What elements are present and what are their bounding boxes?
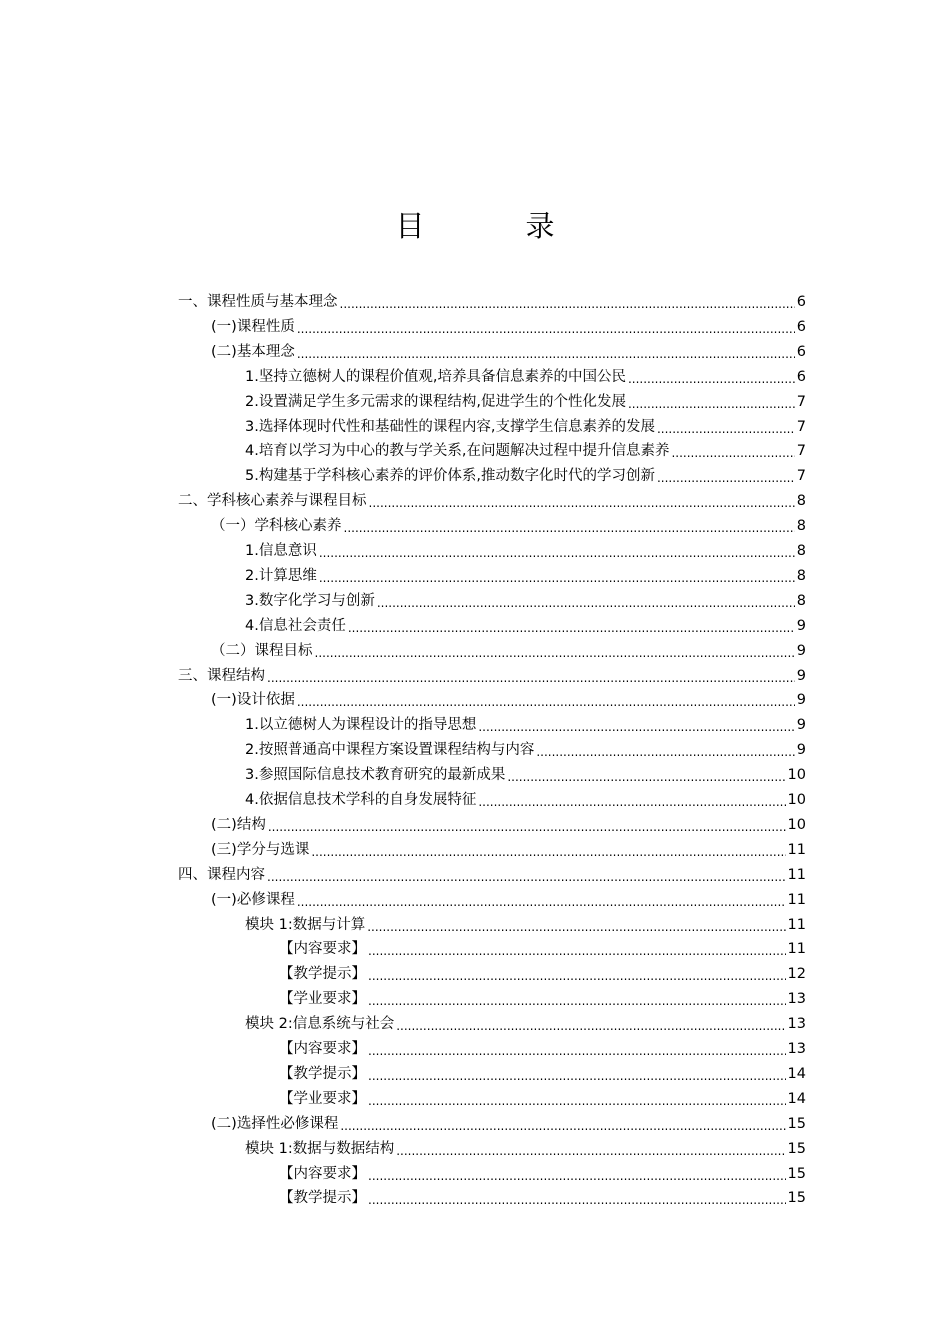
toc-entry-page-number: 6 [796, 343, 806, 360]
toc-leader-dots [340, 290, 795, 315]
toc-entry-label: (三)学分与选课 [211, 841, 310, 858]
toc-entry[interactable] [211, 1112, 806, 1137]
toc-leader-dots [507, 763, 785, 788]
toc-entry-page-number: 15 [787, 1165, 806, 1182]
toc-leader-dots [348, 614, 795, 639]
toc-entry[interactable] [245, 763, 806, 788]
toc-entry[interactable] [279, 1087, 806, 1112]
toc-entry-label: 【教学提示】 [279, 1065, 366, 1082]
toc-entry-label: 模块 1:数据与数据结构 [245, 1140, 395, 1157]
toc-entry[interactable] [211, 813, 806, 838]
toc-entry-label: 四、课程内容 [178, 866, 265, 883]
toc-leader-dots [367, 913, 785, 938]
toc-entry-label: 4.依据信息技术学科的自身发展特征 [245, 792, 477, 808]
toc-entry-label: 1.坚持立德树人的课程价值观,培养具备信息素养的中国公民 [245, 368, 626, 385]
toc-leader-dots [368, 937, 786, 962]
toc-entry[interactable] [245, 738, 806, 763]
toc-entry[interactable] [245, 415, 806, 440]
toc-entry[interactable] [178, 290, 806, 315]
toc-leader-dots [657, 415, 795, 440]
toc-entry[interactable] [211, 514, 806, 539]
toc-entry[interactable] [245, 713, 806, 738]
toc-entry-label: 一、课程性质与基本理念 [178, 294, 338, 310]
toc-leader-dots [478, 788, 785, 813]
toc-entry-label: (二)选择性必修课程 [211, 1115, 339, 1132]
toc-entry[interactable] [178, 664, 806, 689]
toc-entry-page-number: 9 [796, 617, 806, 634]
toc-entry-page-number: 9 [796, 692, 806, 709]
toc-leader-dots [368, 1037, 786, 1062]
toc-leader-dots [396, 1012, 785, 1037]
toc-entry[interactable] [178, 489, 806, 514]
toc-entry-page-number: 14 [787, 1065, 806, 1082]
toc-entry-label: 2.设置满足学生多元需求的课程结构,促进学生的个性化发展 [245, 393, 626, 410]
toc-entry-page-number: 15 [787, 1190, 806, 1207]
toc-entry[interactable] [279, 937, 806, 962]
toc-leader-dots [368, 1162, 786, 1187]
toc-entry[interactable] [245, 788, 806, 813]
toc-entry-label: 模块 1:数据与计算 [245, 916, 366, 933]
toc-entry-page-number: 9 [796, 717, 806, 734]
toc-entry-page-number: 7 [796, 418, 806, 435]
toc-entry-page-number: 12 [787, 966, 806, 983]
toc-leader-dots [368, 987, 786, 1012]
toc-entry-page-number: 11 [787, 891, 806, 908]
toc-entry-label: 2.按照普通高中课程方案设置课程结构与内容 [245, 742, 535, 759]
toc-entry-page-number: 8 [796, 567, 806, 584]
toc-leader-dots [267, 863, 786, 888]
toc-entry-label: 模块 2:信息系统与社会 [245, 1016, 395, 1033]
toc-leader-dots [657, 464, 795, 489]
toc-entry-label: (二)基本理念 [211, 343, 295, 360]
toc-entry-page-number: 11 [787, 941, 806, 958]
toc-entry-page-number: 6 [796, 318, 806, 335]
toc-entry-label: （二）课程目标 [211, 642, 313, 659]
toc-entry-page-number: 13 [787, 991, 806, 1008]
toc-leader-dots [368, 1087, 786, 1112]
toc-entry[interactable] [245, 564, 806, 589]
toc-entry[interactable] [245, 464, 806, 489]
toc-entry[interactable] [245, 1137, 806, 1162]
toc-entry-label: 【教学提示】 [279, 1190, 366, 1207]
toc-leader-dots [340, 1112, 785, 1137]
toc-entry[interactable] [279, 987, 806, 1012]
toc-entry-label: 1.以立德树人为课程设计的指导思想 [245, 717, 477, 734]
toc-entry-label: 4.培育以学习为中心的教与学关系,在问题解决过程中提升信息素养 [245, 443, 670, 460]
toc-leader-dots [536, 738, 794, 763]
toc-entry-label: （一）学科核心素养 [211, 518, 342, 535]
toc-leader-dots [368, 962, 786, 987]
toc-entry-label: 4.信息社会责任 [245, 617, 346, 634]
toc-leader-dots [396, 1137, 785, 1162]
toc-entry-page-number: 9 [796, 667, 806, 684]
toc-leader-dots [297, 340, 795, 365]
toc-leader-dots [671, 439, 794, 464]
toc-entry-label: 三、课程结构 [178, 667, 265, 684]
toc-leader-dots [315, 639, 795, 664]
toc-entry-page-number: 8 [796, 493, 806, 510]
toc-entry-page-number: 9 [796, 642, 806, 659]
toc-entry[interactable] [211, 639, 806, 664]
toc-entry-label: 1.信息意识 [245, 543, 317, 559]
toc-entry[interactable] [279, 1062, 806, 1087]
toc-entry-label: 二、学科核心素养与课程目标 [178, 493, 367, 510]
toc-entry-page-number: 8 [796, 518, 806, 535]
toc-leader-dots [319, 539, 795, 564]
toc-entry-label: (二)结构 [211, 816, 266, 833]
toc-entry[interactable] [245, 589, 806, 614]
toc-entry-page-number: 13 [787, 1041, 806, 1057]
toc-leader-dots [369, 489, 795, 514]
toc-entry-page-number: 7 [796, 393, 806, 410]
toc-leader-dots [297, 888, 786, 913]
toc-leader-dots [368, 1062, 786, 1087]
toc-entry[interactable] [279, 1162, 806, 1187]
toc-entry-label: 【学业要求】 [279, 1090, 366, 1107]
toc-entry-label: 3.选择体现时代性和基础性的课程内容,支撑学生信息素养的发展 [245, 418, 655, 435]
toc-entry[interactable] [279, 962, 806, 987]
toc-entry-page-number: 14 [787, 1090, 806, 1107]
toc-title: 目 录 [395, 209, 591, 243]
toc-entry[interactable] [211, 340, 806, 365]
toc-entry-page-number: 15 [787, 1140, 806, 1157]
toc-entry-page-number: 11 [787, 916, 806, 933]
toc-entry[interactable] [211, 838, 806, 863]
toc-leader-dots [268, 813, 786, 838]
toc-entry-label: 【内容要求】 [279, 941, 366, 958]
toc-entry-label: (一)必修课程 [211, 891, 295, 908]
toc-entry-label: 【学业要求】 [279, 991, 366, 1008]
toc-entry-page-number: 7 [796, 443, 806, 460]
toc-entry[interactable] [245, 913, 806, 938]
toc-entry[interactable] [245, 439, 806, 464]
toc-entry[interactable] [245, 365, 806, 390]
toc-entry[interactable] [178, 863, 806, 888]
toc-leader-dots [311, 838, 785, 863]
toc-entry-label: (一)课程性质 [211, 318, 295, 335]
toc-entry-page-number: 11 [787, 841, 806, 858]
toc-entry-label: 5.构建基于学科核心素养的评价体系,推动数字化时代的学习创新 [245, 468, 655, 485]
toc-entry-page-number: 8 [796, 543, 806, 559]
toc-entry-label: (一)设计依据 [211, 692, 295, 709]
toc-entry-label: 3.数字化学习与创新 [245, 592, 375, 609]
toc-leader-dots [267, 664, 795, 689]
toc-entry-page-number: 9 [796, 742, 806, 759]
toc-leader-dots [377, 589, 795, 614]
toc-entry-page-number: 13 [787, 1016, 806, 1033]
toc-entry[interactable] [245, 390, 806, 415]
toc-entry-page-number: 11 [787, 866, 806, 883]
toc-entry[interactable] [245, 539, 806, 564]
toc-entry-page-number: 6 [796, 368, 806, 385]
toc-entry-page-number: 8 [796, 592, 806, 609]
toc-entry[interactable] [211, 315, 806, 340]
toc-entry-page-number: 7 [796, 468, 806, 485]
toc-entry-label: 【内容要求】 [279, 1041, 366, 1057]
toc-entry-page-number: 6 [796, 294, 806, 310]
toc-entry[interactable] [245, 1012, 806, 1037]
toc-entry[interactable] [211, 688, 806, 713]
toc-entry-page-number: 15 [787, 1115, 806, 1132]
toc-leader-dots [319, 564, 795, 589]
toc-entry[interactable] [245, 614, 806, 639]
toc-leader-dots [628, 365, 795, 390]
toc-leader-dots [368, 1186, 786, 1211]
toc-entry-label: 3.参照国际信息技术教育研究的最新成果 [245, 767, 506, 784]
toc-entry[interactable] [279, 1186, 806, 1211]
toc-entry-label: 【内容要求】 [279, 1165, 366, 1182]
toc-entry-page-number: 10 [787, 767, 806, 784]
toc-entry-page-number: 10 [787, 792, 806, 808]
toc-entry[interactable] [211, 888, 806, 913]
toc-entry-page-number: 10 [787, 816, 806, 833]
toc-leader-dots [628, 390, 795, 415]
toc-leader-dots [478, 713, 794, 738]
toc-entry[interactable] [279, 1037, 806, 1062]
toc-entry-label: 2.计算思维 [245, 567, 317, 584]
toc-entry-label: 【教学提示】 [279, 966, 366, 983]
toc-leader-dots [344, 514, 795, 539]
toc-leader-dots [297, 688, 795, 713]
toc-leader-dots [297, 315, 795, 340]
